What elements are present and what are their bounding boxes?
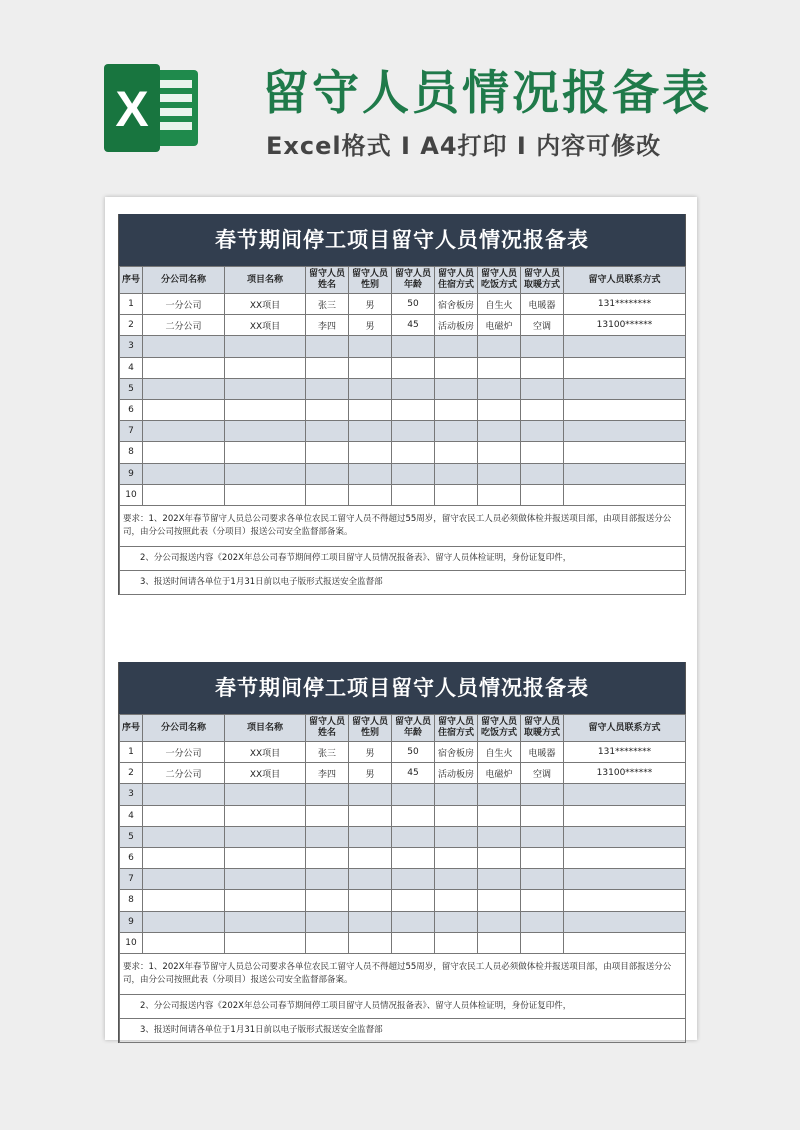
form-title: 春节期间停工项目留守人员情况报备表 bbox=[119, 214, 685, 266]
table-cell[interactable] bbox=[564, 911, 686, 932]
table-cell[interactable]: XX项目 bbox=[225, 742, 306, 763]
table-cell[interactable] bbox=[349, 357, 392, 378]
report-table bbox=[119, 266, 686, 595]
table-cell[interactable] bbox=[478, 421, 521, 442]
table-cell[interactable] bbox=[306, 869, 349, 890]
table-cell[interactable] bbox=[435, 399, 478, 420]
table-row bbox=[120, 826, 686, 847]
table-cell[interactable] bbox=[478, 399, 521, 420]
table-cell[interactable]: 空调 bbox=[521, 315, 564, 336]
table-cell[interactable]: 6 bbox=[120, 399, 143, 420]
table-cell[interactable]: 6 bbox=[120, 847, 143, 868]
table-cell[interactable] bbox=[143, 890, 225, 911]
table-cell[interactable]: 2 bbox=[120, 315, 143, 336]
column-header: 留守人员姓名 bbox=[306, 715, 349, 742]
table-cell[interactable]: 李四 bbox=[306, 315, 349, 336]
table-cell[interactable] bbox=[349, 484, 392, 505]
table-cell[interactable] bbox=[306, 463, 349, 484]
table-cell[interactable] bbox=[306, 805, 349, 826]
table-cell[interactable] bbox=[143, 932, 225, 953]
table-cell[interactable]: 张三 bbox=[306, 294, 349, 315]
report-form-1 bbox=[118, 214, 686, 595]
table-cell[interactable] bbox=[392, 378, 435, 399]
table-cell[interactable]: 50 bbox=[392, 294, 435, 315]
table-cell[interactable]: 1 bbox=[120, 294, 143, 315]
table-row bbox=[120, 357, 686, 378]
table-cell[interactable]: 3 bbox=[120, 336, 143, 357]
table-cell[interactable] bbox=[521, 784, 564, 805]
table-row bbox=[120, 911, 686, 932]
table-cell[interactable] bbox=[521, 357, 564, 378]
table-cell[interactable]: 张三 bbox=[306, 742, 349, 763]
table-cell[interactable] bbox=[564, 357, 686, 378]
column-header: 序号 bbox=[120, 267, 143, 294]
page-title: 留守人员情况报备表 bbox=[262, 66, 712, 121]
table-cell[interactable] bbox=[143, 421, 225, 442]
table-cell[interactable]: 男 bbox=[349, 763, 392, 784]
table-cell[interactable] bbox=[143, 442, 225, 463]
table-cell[interactable] bbox=[306, 442, 349, 463]
column-header: 序号 bbox=[120, 715, 143, 742]
table-cell[interactable] bbox=[349, 463, 392, 484]
table-cell[interactable]: 李四 bbox=[306, 763, 349, 784]
table-row bbox=[120, 463, 686, 484]
table-cell[interactable]: 5 bbox=[120, 378, 143, 399]
table-row bbox=[120, 315, 686, 336]
table-cell[interactable] bbox=[521, 421, 564, 442]
table-cell[interactable] bbox=[478, 484, 521, 505]
table-cell[interactable] bbox=[435, 847, 478, 868]
table-cell[interactable] bbox=[478, 805, 521, 826]
note-row bbox=[120, 570, 686, 594]
table-cell[interactable] bbox=[478, 378, 521, 399]
table-body bbox=[120, 294, 686, 595]
table-cell[interactable] bbox=[521, 890, 564, 911]
table-cell[interactable]: 13100****** bbox=[564, 315, 686, 336]
table-cell[interactable] bbox=[143, 357, 225, 378]
table-cell[interactable] bbox=[306, 399, 349, 420]
table-cell[interactable] bbox=[225, 442, 306, 463]
table-cell[interactable] bbox=[392, 442, 435, 463]
table-row bbox=[120, 847, 686, 868]
report-form-2 bbox=[118, 662, 686, 1043]
table-cell[interactable] bbox=[392, 784, 435, 805]
table-cell[interactable]: 50 bbox=[392, 742, 435, 763]
page-header bbox=[0, 0, 800, 190]
table-cell[interactable]: 二分公司 bbox=[143, 763, 225, 784]
table-cell[interactable] bbox=[521, 336, 564, 357]
table-cell[interactable] bbox=[521, 463, 564, 484]
table-cell[interactable] bbox=[392, 932, 435, 953]
table-cell[interactable]: 4 bbox=[120, 357, 143, 378]
table-cell[interactable] bbox=[564, 805, 686, 826]
note-text: 要求：1、202X年春节留守人员总公司要求各单位农民工留守人员不得超过55周岁，留守农民工人员必须做体检并报送项目部，由项目部报送分公司，由分公司按照此表（分项目）报送公司安全监督部备案。 bbox=[120, 953, 686, 994]
table-cell[interactable] bbox=[306, 784, 349, 805]
column-header: 留守人员年龄 bbox=[392, 715, 435, 742]
column-header: 留守人员住宿方式 bbox=[435, 267, 478, 294]
note-row bbox=[120, 1018, 686, 1042]
table-cell[interactable] bbox=[478, 784, 521, 805]
table-row bbox=[120, 336, 686, 357]
table-cell[interactable] bbox=[392, 890, 435, 911]
table-cell[interactable] bbox=[225, 890, 306, 911]
table-cell[interactable]: 活动板房 bbox=[435, 763, 478, 784]
table-cell[interactable]: 7 bbox=[120, 421, 143, 442]
table-cell[interactable] bbox=[143, 911, 225, 932]
column-header: 留守人员年龄 bbox=[392, 267, 435, 294]
table-cell[interactable]: 空调 bbox=[521, 763, 564, 784]
table-cell[interactable] bbox=[349, 442, 392, 463]
table-cell[interactable] bbox=[392, 826, 435, 847]
note-text: 要求：1、202X年春节留守人员总公司要求各单位农民工留守人员不得超过55周岁，留守农民工人员必须做体检并报送项目部，由项目部报送分公司，由分公司按照此表（分项目）报送公司安全监督部备案。 bbox=[120, 505, 686, 546]
column-header: 留守人员取暖方式 bbox=[521, 267, 564, 294]
document-sheet bbox=[105, 197, 697, 1040]
note-row bbox=[120, 953, 686, 994]
table-cell[interactable] bbox=[564, 826, 686, 847]
table-cell[interactable] bbox=[143, 399, 225, 420]
table-row bbox=[120, 890, 686, 911]
table-cell[interactable]: XX项目 bbox=[225, 315, 306, 336]
logo-letter: X bbox=[115, 81, 149, 137]
table-cell[interactable] bbox=[521, 442, 564, 463]
table-cell[interactable] bbox=[306, 890, 349, 911]
table-cell[interactable] bbox=[435, 911, 478, 932]
table-cell[interactable]: 13100****** bbox=[564, 763, 686, 784]
table-cell[interactable] bbox=[478, 826, 521, 847]
table-cell[interactable] bbox=[478, 890, 521, 911]
table-cell[interactable] bbox=[435, 463, 478, 484]
table-cell[interactable] bbox=[564, 847, 686, 868]
table-cell[interactable] bbox=[478, 869, 521, 890]
table-cell[interactable] bbox=[143, 869, 225, 890]
report-table bbox=[119, 714, 686, 1043]
table-cell[interactable] bbox=[435, 421, 478, 442]
table-row bbox=[120, 784, 686, 805]
table-cell[interactable] bbox=[349, 826, 392, 847]
table-cell[interactable]: 自生火 bbox=[478, 742, 521, 763]
table-row bbox=[120, 442, 686, 463]
table-cell[interactable] bbox=[143, 847, 225, 868]
table-cell[interactable] bbox=[392, 805, 435, 826]
table-cell[interactable]: 9 bbox=[120, 463, 143, 484]
table-cell[interactable] bbox=[306, 378, 349, 399]
table-cell[interactable]: 一分公司 bbox=[143, 294, 225, 315]
table-header-row bbox=[120, 267, 686, 294]
table-cell[interactable]: 8 bbox=[120, 890, 143, 911]
table-cell[interactable] bbox=[392, 484, 435, 505]
table-cell[interactable] bbox=[435, 890, 478, 911]
table-row bbox=[120, 378, 686, 399]
table-cell[interactable] bbox=[143, 484, 225, 505]
table-cell[interactable] bbox=[564, 336, 686, 357]
table-cell[interactable] bbox=[564, 484, 686, 505]
table-cell[interactable] bbox=[521, 378, 564, 399]
table-cell[interactable] bbox=[225, 826, 306, 847]
table-row bbox=[120, 742, 686, 763]
table-cell[interactable] bbox=[349, 805, 392, 826]
table-cell[interactable]: 2 bbox=[120, 763, 143, 784]
table-header-row bbox=[120, 715, 686, 742]
table-cell[interactable]: 5 bbox=[120, 826, 143, 847]
table-cell[interactable] bbox=[564, 421, 686, 442]
table-cell[interactable] bbox=[349, 911, 392, 932]
table-cell[interactable] bbox=[392, 421, 435, 442]
table-cell[interactable] bbox=[225, 421, 306, 442]
note-row bbox=[120, 994, 686, 1018]
table-cell[interactable] bbox=[306, 421, 349, 442]
table-cell[interactable] bbox=[478, 357, 521, 378]
table-cell[interactable] bbox=[435, 357, 478, 378]
table-cell[interactable] bbox=[143, 805, 225, 826]
table-cell[interactable] bbox=[306, 357, 349, 378]
table-cell[interactable]: 男 bbox=[349, 294, 392, 315]
table-cell[interactable] bbox=[521, 847, 564, 868]
table-cell[interactable] bbox=[392, 911, 435, 932]
excel-icon bbox=[102, 64, 202, 152]
table-cell[interactable] bbox=[392, 399, 435, 420]
table-cell[interactable] bbox=[564, 463, 686, 484]
table-cell[interactable] bbox=[143, 463, 225, 484]
table-cell[interactable] bbox=[435, 378, 478, 399]
table-cell[interactable] bbox=[435, 869, 478, 890]
table-cell[interactable]: 131******** bbox=[564, 742, 686, 763]
table-cell[interactable] bbox=[435, 442, 478, 463]
table-row bbox=[120, 932, 686, 953]
table-cell[interactable]: 1 bbox=[120, 742, 143, 763]
table-cell[interactable] bbox=[225, 357, 306, 378]
table-cell[interactable] bbox=[392, 463, 435, 484]
table-row bbox=[120, 421, 686, 442]
column-header: 留守人员性别 bbox=[349, 267, 392, 294]
column-header: 留守人员吃饭方式 bbox=[478, 267, 521, 294]
table-cell[interactable]: 8 bbox=[120, 442, 143, 463]
table-cell[interactable]: 电暖器 bbox=[521, 294, 564, 315]
table-cell[interactable]: 45 bbox=[392, 763, 435, 784]
table-cell[interactable] bbox=[478, 847, 521, 868]
table-cell[interactable]: XX项目 bbox=[225, 294, 306, 315]
table-cell[interactable] bbox=[435, 336, 478, 357]
table-cell[interactable] bbox=[306, 847, 349, 868]
table-cell[interactable] bbox=[306, 484, 349, 505]
table-cell[interactable] bbox=[478, 463, 521, 484]
table-cell[interactable] bbox=[225, 378, 306, 399]
table-cell[interactable] bbox=[564, 378, 686, 399]
table-cell[interactable] bbox=[306, 336, 349, 357]
table-cell[interactable] bbox=[225, 484, 306, 505]
table-cell[interactable]: 电磁炉 bbox=[478, 763, 521, 784]
table-cell[interactable] bbox=[349, 932, 392, 953]
column-header: 留守人员吃饭方式 bbox=[478, 715, 521, 742]
note-text: 3、报送时间请各单位于1月31日前以电子版形式报送安全监督部 bbox=[120, 1018, 686, 1042]
table-cell[interactable] bbox=[392, 336, 435, 357]
table-cell[interactable]: 男 bbox=[349, 315, 392, 336]
table-cell[interactable] bbox=[564, 932, 686, 953]
table-cell[interactable]: 45 bbox=[392, 315, 435, 336]
table-cell[interactable] bbox=[349, 847, 392, 868]
table-cell[interactable] bbox=[349, 421, 392, 442]
table-cell[interactable] bbox=[564, 784, 686, 805]
table-cell[interactable]: 二分公司 bbox=[143, 315, 225, 336]
table-cell[interactable] bbox=[225, 932, 306, 953]
table-cell[interactable] bbox=[392, 869, 435, 890]
table-cell[interactable] bbox=[564, 869, 686, 890]
table-cell[interactable]: 电暖器 bbox=[521, 742, 564, 763]
table-cell[interactable] bbox=[349, 399, 392, 420]
table-cell[interactable] bbox=[225, 911, 306, 932]
note-row bbox=[120, 505, 686, 546]
page-subtitle: Excel格式 I A4打印 I 内容可修改 bbox=[266, 132, 662, 160]
table-cell[interactable]: 电磁炉 bbox=[478, 315, 521, 336]
table-cell[interactable]: 10 bbox=[120, 484, 143, 505]
table-row bbox=[120, 484, 686, 505]
table-cell[interactable] bbox=[349, 869, 392, 890]
column-header: 留守人员姓名 bbox=[306, 267, 349, 294]
table-cell[interactable] bbox=[521, 932, 564, 953]
table-cell[interactable]: 7 bbox=[120, 869, 143, 890]
table-cell[interactable] bbox=[143, 336, 225, 357]
table-cell[interactable]: 9 bbox=[120, 911, 143, 932]
table-row bbox=[120, 294, 686, 315]
column-header: 留守人员取暖方式 bbox=[521, 715, 564, 742]
table-cell[interactable] bbox=[349, 336, 392, 357]
table-cell[interactable]: 自生火 bbox=[478, 294, 521, 315]
table-cell[interactable] bbox=[143, 784, 225, 805]
column-header: 留守人员住宿方式 bbox=[435, 715, 478, 742]
table-cell[interactable] bbox=[521, 911, 564, 932]
table-cell[interactable] bbox=[225, 399, 306, 420]
table-cell[interactable]: 一分公司 bbox=[143, 742, 225, 763]
table-cell[interactable] bbox=[564, 442, 686, 463]
table-row bbox=[120, 805, 686, 826]
table-cell[interactable] bbox=[306, 911, 349, 932]
table-cell[interactable] bbox=[478, 932, 521, 953]
table-cell[interactable] bbox=[435, 932, 478, 953]
note-text: 3、报送时间请各单位于1月31日前以电子版形式报送安全监督部 bbox=[120, 570, 686, 594]
table-row bbox=[120, 763, 686, 784]
table-cell[interactable] bbox=[521, 484, 564, 505]
table-cell[interactable] bbox=[435, 805, 478, 826]
table-cell[interactable]: 131******** bbox=[564, 294, 686, 315]
table-cell[interactable] bbox=[349, 784, 392, 805]
table-cell[interactable]: 活动板房 bbox=[435, 315, 478, 336]
table-cell[interactable] bbox=[521, 399, 564, 420]
table-cell[interactable] bbox=[392, 357, 435, 378]
table-cell[interactable] bbox=[435, 484, 478, 505]
column-header: 项目名称 bbox=[225, 715, 306, 742]
column-header: 项目名称 bbox=[225, 267, 306, 294]
table-body bbox=[120, 742, 686, 1043]
table-cell[interactable] bbox=[478, 442, 521, 463]
column-header: 分公司名称 bbox=[143, 715, 225, 742]
table-cell[interactable]: 男 bbox=[349, 742, 392, 763]
table-cell[interactable] bbox=[521, 805, 564, 826]
table-cell[interactable] bbox=[521, 869, 564, 890]
table-cell[interactable]: 10 bbox=[120, 932, 143, 953]
column-header: 留守人员性别 bbox=[349, 715, 392, 742]
table-cell[interactable] bbox=[435, 826, 478, 847]
table-cell[interactable]: 3 bbox=[120, 784, 143, 805]
note-row bbox=[120, 546, 686, 570]
table-cell[interactable]: 宿舍板房 bbox=[435, 294, 478, 315]
table-cell[interactable] bbox=[392, 847, 435, 868]
table-cell[interactable] bbox=[225, 463, 306, 484]
table-cell[interactable] bbox=[225, 336, 306, 357]
form-title: 春节期间停工项目留守人员情况报备表 bbox=[119, 662, 685, 714]
table-cell[interactable] bbox=[478, 336, 521, 357]
table-cell[interactable] bbox=[143, 826, 225, 847]
table-cell[interactable] bbox=[225, 869, 306, 890]
table-cell[interactable] bbox=[564, 890, 686, 911]
table-cell[interactable]: 4 bbox=[120, 805, 143, 826]
table-cell[interactable] bbox=[349, 378, 392, 399]
note-text: 2、分公司报送内容《202X年总公司春节期间停工项目留守人员情况报备表》、留守人员体检证明，身份证复印件， bbox=[120, 546, 686, 570]
column-header: 留守人员联系方式 bbox=[564, 715, 686, 742]
column-header: 分公司名称 bbox=[143, 267, 225, 294]
table-cell[interactable] bbox=[225, 784, 306, 805]
table-cell[interactable] bbox=[435, 784, 478, 805]
table-cell[interactable] bbox=[143, 378, 225, 399]
column-header: 留守人员联系方式 bbox=[564, 267, 686, 294]
table-cell[interactable] bbox=[225, 805, 306, 826]
table-cell[interactable] bbox=[478, 911, 521, 932]
table-cell[interactable] bbox=[306, 826, 349, 847]
note-text: 2、分公司报送内容《202X年总公司春节期间停工项目留守人员情况报备表》、留守人员体检证明，身份证复印件， bbox=[120, 994, 686, 1018]
table-cell[interactable] bbox=[225, 847, 306, 868]
table-cell[interactable] bbox=[521, 826, 564, 847]
table-cell[interactable]: XX项目 bbox=[225, 763, 306, 784]
table-cell[interactable] bbox=[564, 399, 686, 420]
table-cell[interactable]: 宿舍板房 bbox=[435, 742, 478, 763]
table-cell[interactable] bbox=[306, 932, 349, 953]
table-cell[interactable] bbox=[349, 890, 392, 911]
table-row bbox=[120, 869, 686, 890]
table-row bbox=[120, 399, 686, 420]
